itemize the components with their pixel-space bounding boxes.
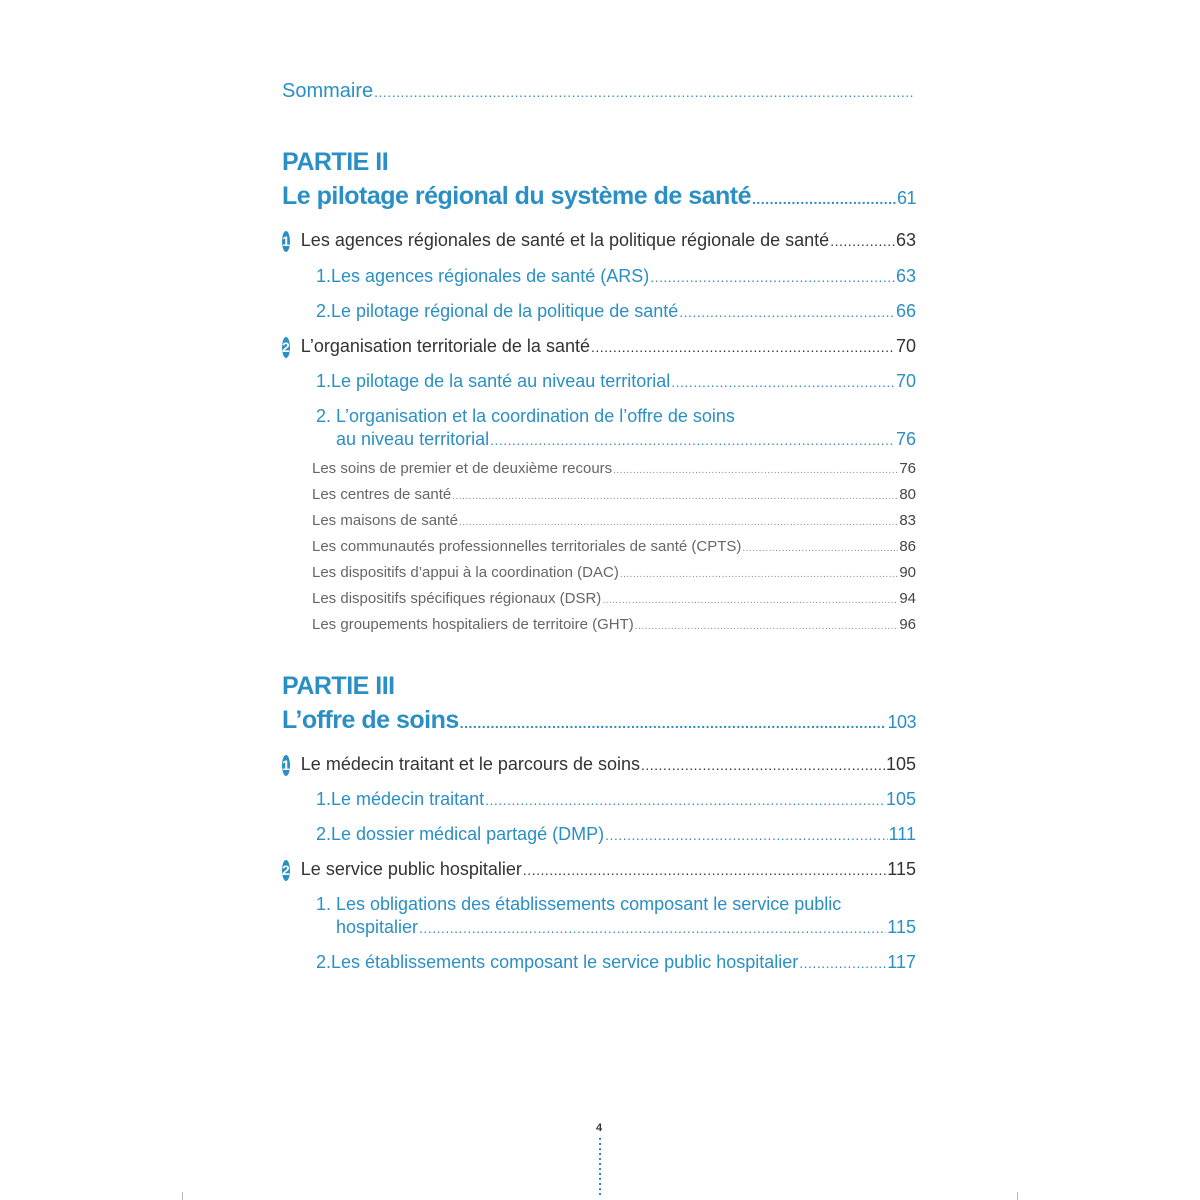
page-number: 117 (887, 952, 916, 972)
chapter-number-badge: 2 (282, 860, 290, 881)
chapter-row[interactable] (282, 230, 916, 252)
part-label: PARTIE III (282, 672, 395, 700)
section-title: Le médecin traitant (331, 789, 485, 809)
toc-header (282, 80, 916, 103)
page-number: 96 (899, 616, 916, 633)
section-row[interactable] (316, 952, 916, 973)
chapter-row[interactable] (282, 859, 916, 881)
chapter-title: Le médecin traitant et le parcours de soins (300, 754, 640, 774)
subsection-row[interactable] (312, 564, 916, 581)
part-label: PARTIE II (282, 148, 389, 176)
section-number: 1. (316, 371, 332, 391)
section-row[interactable] (316, 406, 916, 450)
page-number: 115 (887, 917, 916, 937)
section-title: Les agences régionales de santé (ARS) (331, 266, 650, 286)
section-number: 1. (316, 789, 332, 809)
chapter-number-badge: 1 (282, 755, 290, 776)
page-folio: 4 (596, 1122, 603, 1134)
page-number: 66 (895, 301, 916, 321)
page-number: 105 (885, 754, 916, 774)
section-row[interactable] (316, 894, 916, 938)
subsection-title: Les centres de santé (312, 486, 452, 503)
subsection-row[interactable] (312, 512, 916, 529)
part-title: Le pilotage régional du système de santé (282, 182, 752, 210)
subsection-title: Les dispositifs d’appui à la coordination (DAC) (312, 564, 619, 581)
page-number: 76 (899, 460, 916, 477)
section-title: Le pilotage de la santé au niveau territorial (331, 371, 671, 391)
chapter-row[interactable] (282, 336, 916, 358)
section-row[interactable] (316, 824, 916, 845)
sommaire-label: Sommaire (282, 80, 374, 102)
chapter-row[interactable] (282, 754, 916, 776)
chapter-number-badge: 2 (282, 337, 290, 358)
section-title-line1: Les obligations des établissements composant le service public (336, 894, 842, 914)
subsection-row[interactable] (312, 590, 916, 607)
section-number: 1. (316, 894, 332, 914)
page-number: 70 (895, 336, 916, 356)
section-title: Le dossier médical partagé (DMP) (331, 824, 605, 844)
page-number: 80 (899, 486, 916, 503)
page-number: 70 (895, 371, 916, 391)
section-title: Les établissements composant le service public hospitalier (331, 952, 799, 972)
section-row[interactable] (316, 371, 916, 392)
page-number: 61 (896, 188, 916, 208)
chapter-title: Les agences régionales de santé et la politique régionale de santé (300, 230, 830, 250)
subsection-title: Les soins de premier et de deuxième recours (312, 460, 613, 477)
chapter-title: Le service public hospitalier (300, 859, 522, 879)
subsection-row[interactable] (312, 538, 916, 555)
subsection-row[interactable] (312, 616, 916, 633)
part-title-row[interactable] (282, 182, 916, 211)
crop-mark (1017, 1192, 1018, 1200)
section-title-line1: L’organisation et la coordination de l’offre de soins (336, 406, 735, 426)
section-number: 2. (316, 824, 332, 844)
page-number: 115 (887, 859, 916, 879)
section-row[interactable] (316, 301, 916, 322)
section-row[interactable] (316, 266, 916, 287)
section-number: 2. (316, 406, 332, 426)
page-number: 90 (899, 564, 916, 581)
part-title: L’offre de soins (282, 706, 459, 734)
section-number: 2. (316, 301, 332, 321)
page-number: 63 (895, 230, 916, 250)
chapter-title: L’organisation territoriale de la santé (300, 336, 590, 356)
subsection-title: Les maisons de santé (312, 512, 458, 529)
section-title-line2: au niveau territorial (336, 429, 490, 449)
folio-dotted-line (599, 1138, 601, 1198)
page-number: 63 (895, 266, 916, 286)
table-of-contents (282, 0, 916, 1200)
chapter-number-badge: 1 (282, 231, 290, 252)
subsection-title: Les groupements hospitaliers de territoire (GHT) (312, 616, 634, 633)
crop-mark (182, 1192, 183, 1200)
subsection-title: Les communautés professionnelles territoriales de santé (CPTS) (312, 538, 742, 555)
section-row[interactable] (316, 789, 916, 810)
page-number: 94 (899, 590, 916, 607)
section-title: Le pilotage régional de la politique de santé (331, 301, 679, 321)
page-number: 103 (887, 712, 916, 732)
page-number: 83 (899, 512, 916, 529)
subsection-title: Les dispositifs spécifiques régionaux (DSR) (312, 590, 602, 607)
page-number: 86 (899, 538, 916, 555)
section-number: 2. (316, 952, 332, 972)
section-title-line2: hospitalier (336, 917, 419, 937)
subsection-row[interactable] (312, 486, 916, 503)
page-number: 105 (885, 789, 916, 809)
subsection-row[interactable] (312, 460, 916, 477)
part-title-row[interactable] (282, 706, 916, 735)
section-number: 1. (316, 266, 332, 286)
page-number: 76 (895, 429, 916, 449)
page-number: 111 (888, 824, 916, 844)
